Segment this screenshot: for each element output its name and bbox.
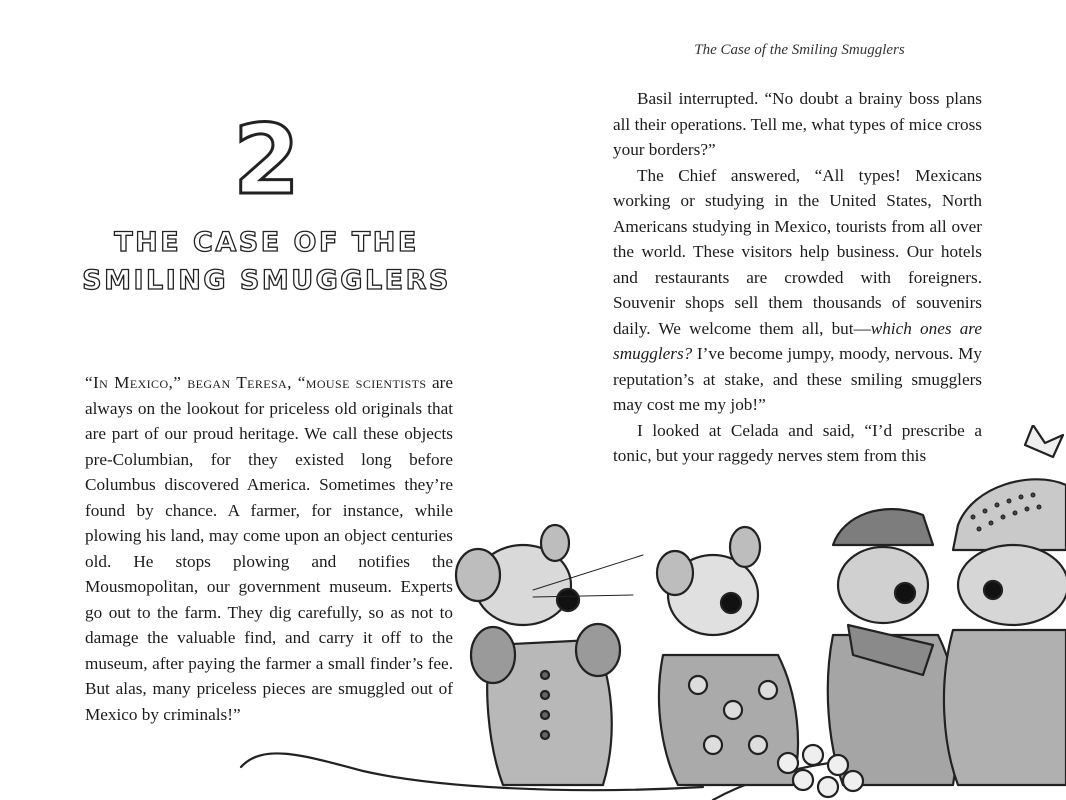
chapter-title-line1: THE CASE OF THE [114, 227, 419, 258]
running-head: The Case of the Smiling Smugglers [694, 42, 905, 58]
chief-text-italic: which ones are smugglers? [613, 318, 982, 363]
right-body-text [613, 86, 982, 469]
paragraph-rest: are always on the lookout for priceless old originals that are part of our proud heritage. We call these objects pre-Columbian, for they existed long before Columbus discovered America. Sometimes they’re found by chance. A farmer, for instance, while plowing his land, may come upon an object centuries old. He stops plowing and notifies the Mousmopolitan, our government museum. Experts go out to the farm. They dig carefully, so as not to damage the valuable find, and carry it off to the museum, after paying the farmer a small finder’s fee. But alas, many priceless pieces are smuggled out of Mexico by criminals!” [85, 373, 454, 724]
opening-smallcaps: “In Mexico,” began Teresa, “mouse scientists [85, 373, 427, 392]
mouse-basil [944, 425, 1066, 785]
chapter-title [0, 224, 533, 300]
paragraph-basil: Basil interrupted. “No doubt a brainy boss plans all their operations. Tell me, what types of mice cross your borders?” [613, 89, 982, 159]
chief-text-start: The Chief answered, “All types! Mexicans working or studying in the United States, North Americans studying in Mexico, tourists from all over the world. These visitors help business. Our hotels and restaurants are crowded with foreigners. Souvenir shops sell them thousands of souvenirs daily. We welcome them all, but— [613, 165, 982, 338]
chapter-title-line2: SMILING SMUGGLERS [82, 265, 451, 296]
paragraph-celada: I looked at Celada and said, “I’d prescribe a tonic, but your raggedy nerves stem from this [613, 420, 982, 465]
paragraph-chief [613, 163, 982, 418]
mouse-left [456, 525, 643, 785]
mouse-middle [657, 527, 798, 785]
chapter-number: 2 [233, 104, 300, 216]
chief-text-end: I’ve become jumpy, moody, nervous. My reputation’s at stake, and these smiling smugglers may cost me my job!” [613, 344, 982, 414]
tail-line [241, 753, 703, 790]
mice-illustration [233, 425, 1066, 800]
mouse-hat [828, 509, 958, 785]
